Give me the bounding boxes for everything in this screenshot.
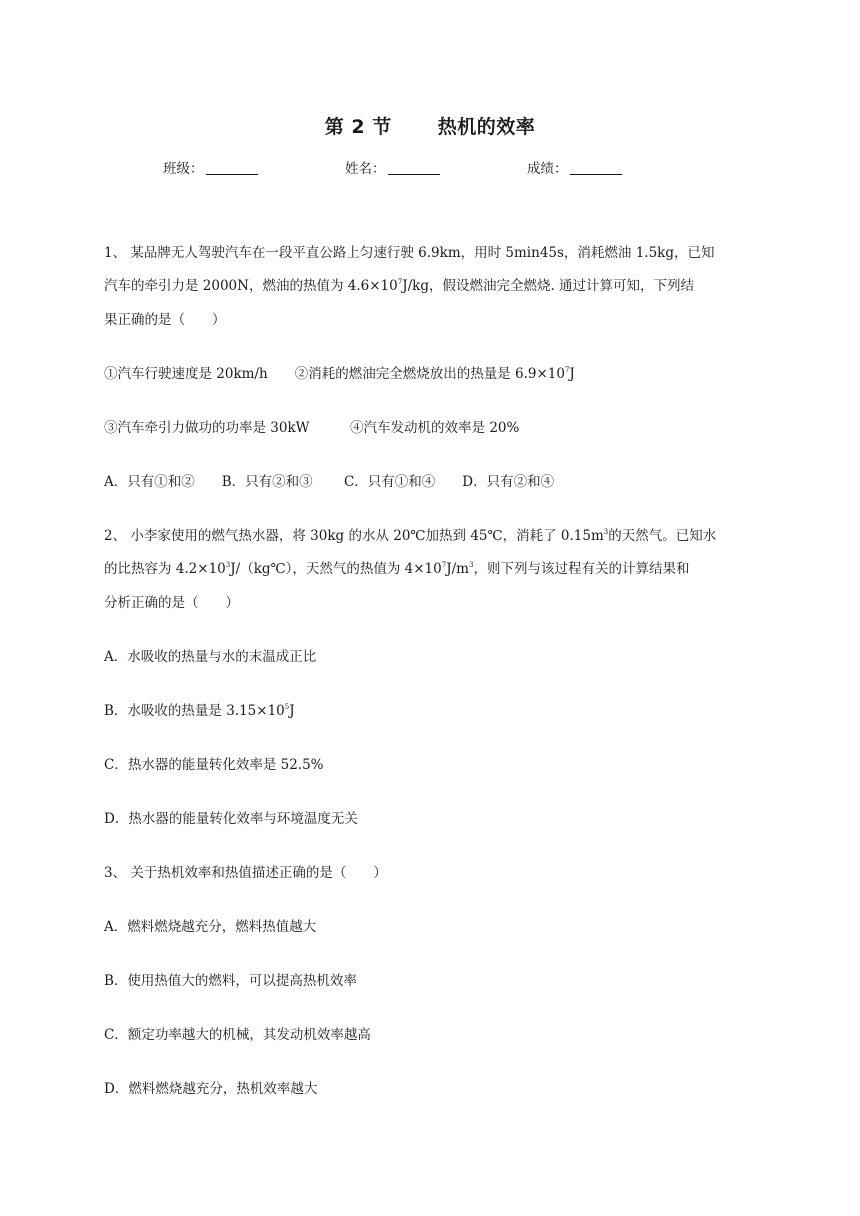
q2-option-d[interactable]: D．热水器的能量转化效率与环境温度无关 — [104, 811, 358, 827]
name-label: 姓名： — [345, 161, 386, 177]
q2-exponent: 3 — [603, 528, 609, 536]
q1-statement-text: J — [569, 366, 575, 382]
q3-option-d[interactable]: D．燃料燃烧越充分，热机效率越大 — [104, 1081, 318, 1097]
q2-stem-line-3: 分析正确的是（ ） — [104, 595, 239, 611]
score-field[interactable] — [527, 157, 622, 177]
q3-option-a[interactable]: A．燃料燃烧越充分，燃料热值越大 — [104, 919, 317, 935]
q1-options[interactable]: A．只有①和② B．只有②和③ C．只有①和④ D．只有②和④ — [104, 474, 555, 490]
q2-text: 的比热容为 4.2×10 — [104, 561, 226, 577]
q1-statement-text: ①汽车行驶速度是 20km/h ②消耗的燃油完全燃烧放出的热量是 6.9×10 — [104, 366, 565, 382]
q2-stem-line-2 — [104, 559, 689, 579]
class-blank[interactable] — [206, 160, 258, 175]
q1-text: J/kg，假设燃油完全燃烧. 通过计算可知，下列结 — [402, 278, 695, 294]
q2-text: 2、 小李家使用的燃气热水器，将 30kg 的水从 20℃加热到 45℃，消耗了 0.15m — [104, 528, 604, 544]
name-blank[interactable] — [388, 160, 440, 175]
q2-text: J/（kg℃），天然气的热值为 4×10 — [230, 561, 442, 577]
title-section: 第 2 节 — [324, 116, 392, 138]
q2-text: ，则下列与该过程有关的计算结果和 — [473, 561, 690, 577]
q2-option-c[interactable]: C．热水器的能量转化效率是 52.5% — [104, 757, 324, 773]
q1-exponent: 7 — [564, 366, 570, 374]
q1-stem-line-1: 1、 某品牌无人驾驶汽车在一段平直公路上匀速行驶 6.9km，用时 5min45s，消耗燃油 1.5kg，已知 — [104, 245, 715, 261]
q2-exponent: 3 — [225, 561, 231, 569]
q2-option-text: J — [289, 703, 295, 719]
q1-text: 汽车的牵引力是 2000N，燃油的热值为 4.6×10 — [104, 278, 398, 294]
name-field[interactable] — [345, 157, 440, 177]
q2-exponent: 3 — [468, 561, 474, 569]
q1-statements-3-4: ③汽车牵引力做功的功率是 30kW ④汽车发动机的效率是 20% — [104, 420, 520, 436]
title-topic: 热机的效率 — [437, 116, 536, 138]
q2-text: J/m — [446, 561, 469, 577]
class-label: 班级： — [163, 161, 204, 177]
q2-option-b[interactable] — [104, 701, 295, 721]
q2-stem-line-1 — [104, 526, 716, 546]
class-field[interactable] — [163, 157, 258, 177]
q2-option-text: B．水吸收的热量是 3.15×10 — [104, 703, 285, 719]
q3-stem: 3、 关于热机效率和热值描述正确的是（ ） — [104, 865, 387, 881]
score-label: 成绩： — [527, 161, 568, 177]
q3-option-c[interactable]: C．额定功率越大的机械，其发动机效率越高 — [104, 1027, 371, 1043]
q3-option-b[interactable]: B．使用热值大的燃料，可以提高热机效率 — [104, 973, 357, 989]
q2-text: 的天然气。已知水 — [608, 528, 717, 544]
q1-stem-line-3: 果正确的是（ ） — [104, 312, 226, 328]
q1-exponent: 7 — [397, 278, 403, 286]
student-info-row — [0, 157, 860, 179]
q2-exponent: 7 — [441, 561, 447, 569]
q2-exponent: 5 — [284, 703, 290, 711]
page-title — [0, 112, 860, 139]
score-blank[interactable] — [570, 160, 622, 175]
q1-statements-1-2 — [104, 364, 575, 384]
q2-option-a[interactable]: A．水吸收的热量与水的末温成正比 — [104, 649, 317, 665]
q1-stem-line-2 — [104, 276, 694, 296]
